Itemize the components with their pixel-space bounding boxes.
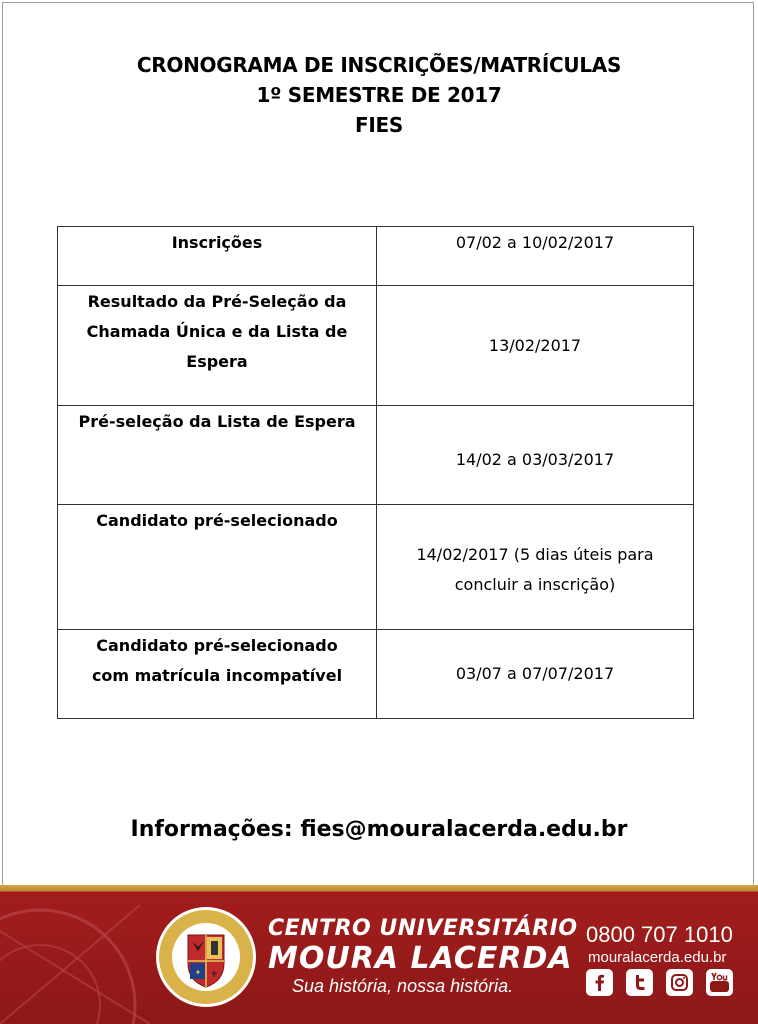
row-value: 14/02/2017 (5 dias úteis para concluir a inscrição)	[377, 505, 694, 630]
title-line-3: FIES	[355, 113, 403, 137]
youtube-icon[interactable]	[706, 969, 733, 996]
svg-text:⚜: ⚜	[209, 970, 219, 980]
row-label: Candidato pré-selecionado com matrícula incompatível	[58, 630, 377, 719]
info-label: Informações:	[130, 817, 293, 842]
title-line-2: 1º SEMESTRE DE 2017	[256, 83, 502, 107]
row-value: 14/02 a 03/03/2017	[377, 406, 694, 505]
twitter-icon[interactable]	[626, 969, 653, 996]
brand-name-line2: MOURA LACERDA	[268, 941, 573, 976]
row-label: Pré-seleção da Lista de Espera	[58, 406, 377, 505]
brand-slogan: Sua história, nossa história.	[292, 976, 514, 996]
website-link[interactable]: mouralacerda.edu.br	[588, 949, 727, 966]
row-value: 07/02 a 10/02/2017	[377, 227, 694, 286]
brand-name-line1: CENTRO UNIVERSITÁRIO	[268, 916, 578, 941]
table-row	[58, 406, 694, 505]
svg-text:✦: ✦	[194, 968, 202, 977]
phone-number: 0800 707 1010	[586, 922, 733, 947]
facebook-icon[interactable]	[586, 969, 613, 996]
row-label: Candidato pré-selecionado	[58, 505, 377, 630]
table-row	[58, 227, 694, 286]
table-row	[58, 630, 694, 719]
table-row	[58, 286, 694, 406]
footer-decoration	[0, 885, 160, 1024]
instagram-icon[interactable]	[666, 969, 693, 996]
row-label: Inscrições	[58, 227, 377, 286]
row-label: Resultado da Pré-Seleção da Chamada Única e da Lista de Espera	[58, 286, 377, 406]
table-row	[58, 505, 694, 630]
footer-banner	[0, 885, 758, 1024]
title-line-1: CRONOGRAMA DE INSCRIÇÕES/MATRÍCULAS	[136, 53, 622, 77]
row-value: 13/02/2017	[377, 286, 694, 406]
university-seal-logo	[154, 905, 258, 1009]
schedule-table	[57, 226, 694, 719]
info-email-link[interactable]: fies@mouralacerda.edu.br	[300, 817, 628, 842]
row-value: 03/07 a 07/07/2017	[377, 630, 694, 719]
info-line	[0, 812, 758, 848]
document-title	[0, 50, 758, 140]
